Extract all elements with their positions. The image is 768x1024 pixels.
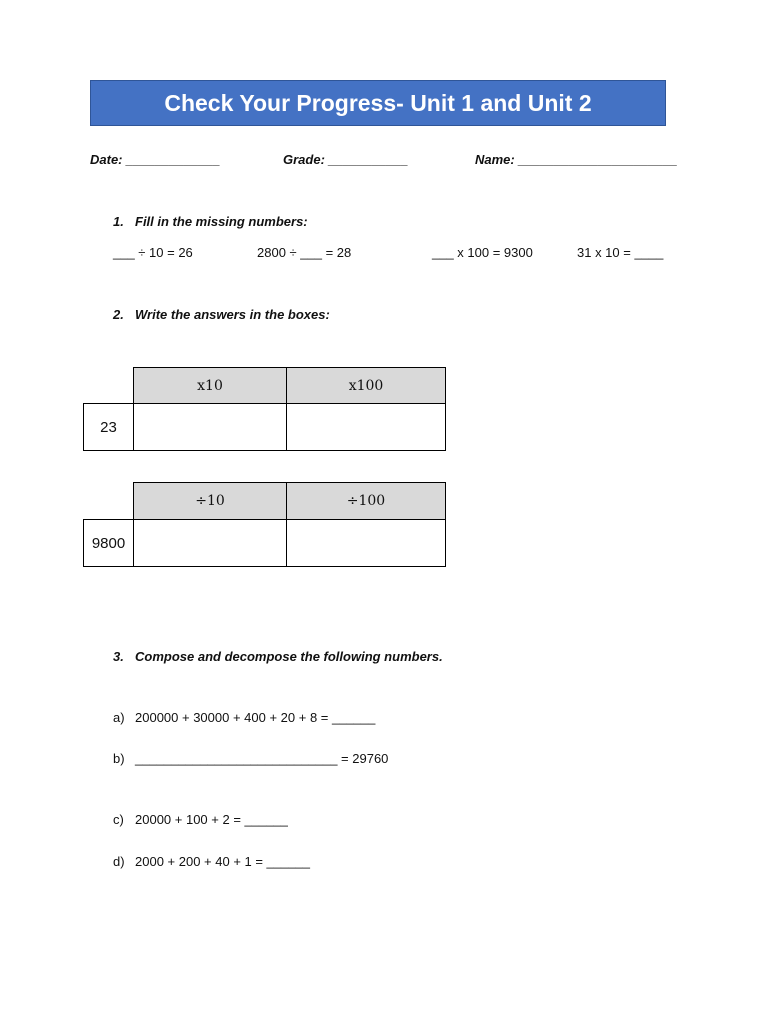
compose-item-d[interactable]	[113, 854, 310, 869]
question-3-heading	[113, 649, 443, 664]
answer-cell-x10[interactable]	[134, 404, 287, 451]
grade-field[interactable]: Grade: ___________	[283, 152, 409, 167]
name-field[interactable]: Name: ______________________	[475, 152, 678, 167]
header-cell-x100: x100	[287, 368, 446, 404]
page-title-banner	[90, 80, 666, 126]
question-number: 3.	[113, 649, 124, 664]
multiply-table	[83, 367, 446, 451]
question-1-heading	[113, 214, 308, 229]
empty-corner-cell	[84, 483, 134, 520]
item-text: 20000 + 100 + 2 = ______	[135, 812, 288, 827]
answer-cell-x100[interactable]	[287, 404, 446, 451]
question-2-heading	[113, 307, 330, 322]
compose-item-c[interactable]	[113, 812, 288, 827]
item-letter: c)	[113, 812, 124, 827]
question-prompt: Fill in the missing numbers:	[135, 214, 308, 229]
answer-cell-div100[interactable]	[287, 520, 446, 567]
equation-4[interactable]: 31 x 10 = ____	[577, 245, 664, 260]
item-text: 200000 + 30000 + 400 + 20 + 8 = ______	[135, 710, 376, 725]
question-number: 1.	[113, 214, 124, 229]
equation-2[interactable]: 2800 ÷ ___ = 28	[257, 245, 352, 260]
date-field[interactable]: Date: _____________	[90, 152, 221, 167]
item-letter: b)	[113, 751, 125, 766]
page-title: Check Your Progress- Unit 1 and Unit 2	[164, 89, 592, 116]
row-label: 9800	[84, 520, 134, 567]
divide-table	[83, 482, 446, 567]
item-letter: a)	[113, 710, 125, 725]
header-cell-div100: ÷100	[287, 483, 446, 520]
item-text: 2000 + 200 + 40 + 1 = ______	[135, 854, 310, 869]
item-letter: d)	[113, 854, 125, 869]
header-cell-x10: x10	[134, 368, 287, 404]
row-label: 23	[84, 404, 134, 451]
question-prompt: Write the answers in the boxes:	[135, 307, 330, 322]
compose-item-a[interactable]	[113, 710, 375, 725]
question-prompt: Compose and decompose the following numbers.	[135, 649, 443, 664]
empty-corner-cell	[84, 368, 134, 404]
equation-1[interactable]: ___ ÷ 10 = 26	[113, 245, 193, 260]
equation-3[interactable]: ___ x 100 = 9300	[432, 245, 533, 260]
compose-item-b[interactable]	[113, 751, 388, 766]
header-cell-div10: ÷10	[134, 483, 287, 520]
answer-cell-div10[interactable]	[134, 520, 287, 567]
question-number: 2.	[113, 307, 124, 322]
item-text: ____________________________ = 29760	[135, 751, 389, 766]
